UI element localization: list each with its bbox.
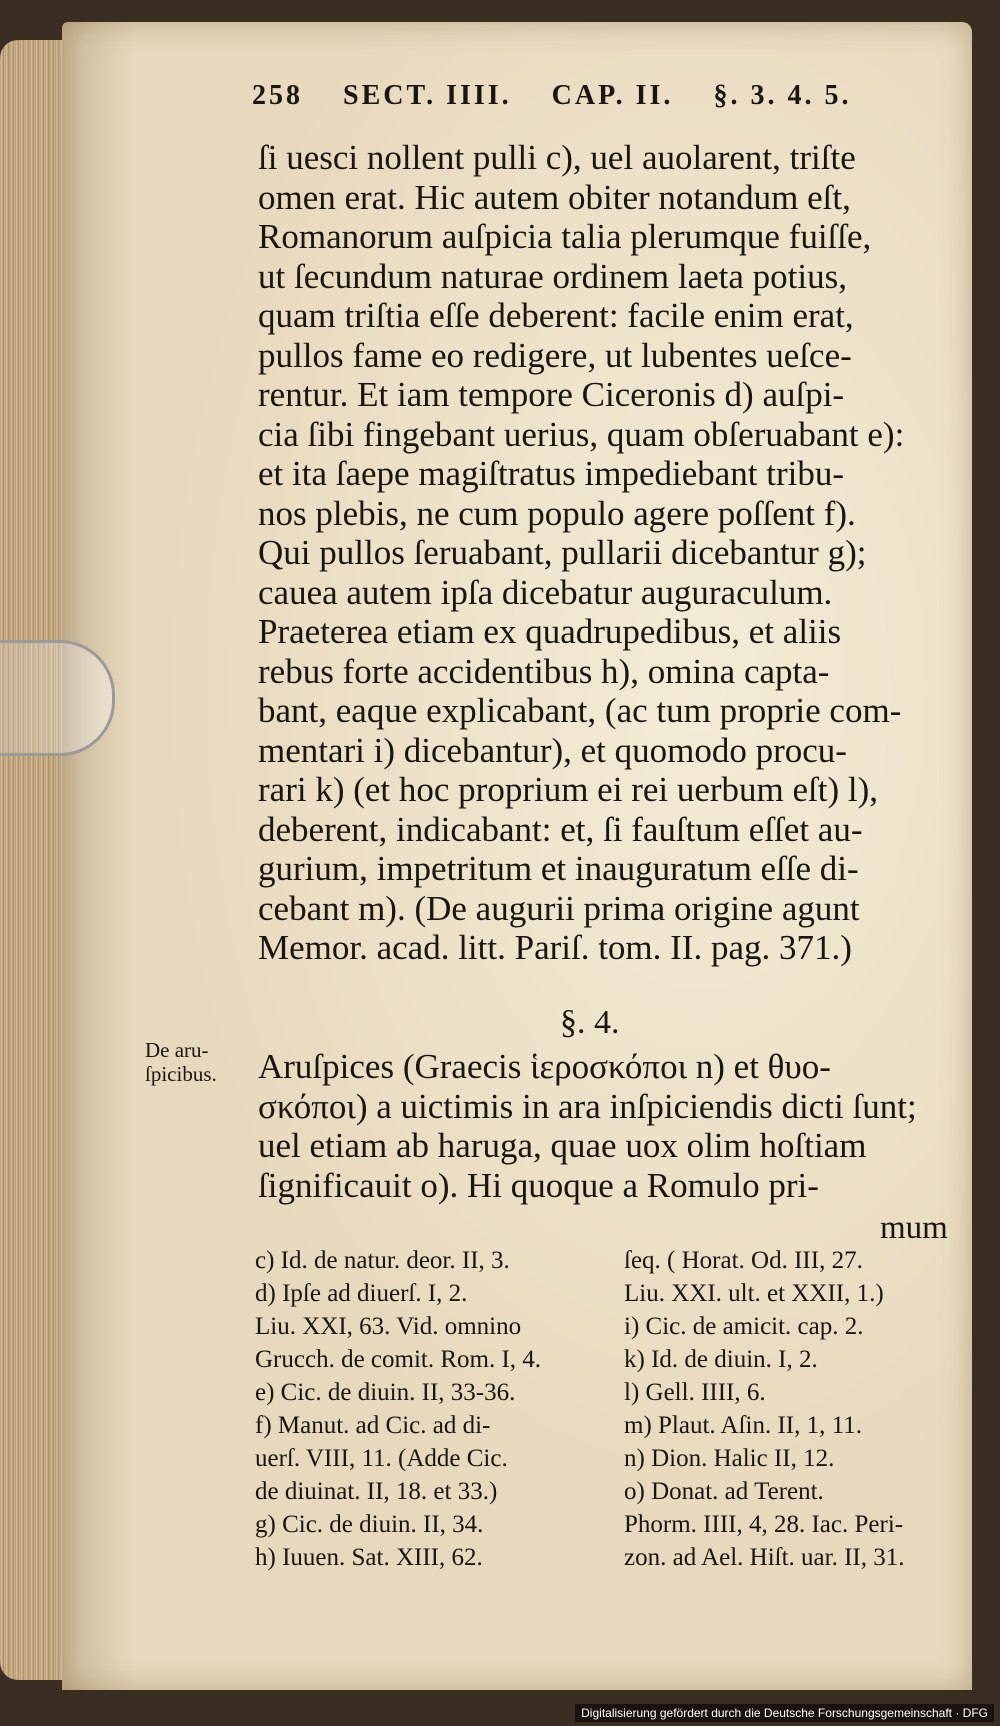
footnote: c) Id. de natur. deor. II, 3. bbox=[255, 1247, 510, 1274]
footnote: n) Dion. Halic II, 12. bbox=[624, 1445, 835, 1472]
text-line: gurium, impetritum et inauguratum eſſe di- bbox=[258, 849, 859, 888]
text-line: deberent, indicabant: et, ſi fauſtum eſſet au- bbox=[258, 809, 863, 849]
text-line: bant, eaque explicabant, (ac tum proprie com- bbox=[258, 691, 902, 730]
text-line: et ita ſaepe magiſtratus impediebant tribu- bbox=[258, 454, 845, 493]
paragraph-label: §. 3. 4. 5. bbox=[713, 80, 852, 111]
text-line: Romanorum auſpicia talia plerumque fuiſſe, bbox=[258, 217, 872, 256]
footnote: Liu. XXI, 63. Vid. omnino bbox=[255, 1313, 522, 1340]
text-line: Praeterea etiam ex quadrupedibus, et aliis bbox=[258, 612, 842, 651]
footnotes-right bbox=[624, 1244, 969, 1574]
text-line: σκόποι) a uictimis in ara inſpiciendis dicti ſunt; bbox=[258, 1086, 917, 1126]
footnote: ſeq. ( Horat. Od. III, 27. bbox=[624, 1247, 863, 1274]
catchword: mum bbox=[880, 1210, 948, 1246]
text-line: cebant m). (De augurii prima origine agunt bbox=[258, 888, 860, 928]
footnotes-left bbox=[255, 1244, 595, 1574]
text-line: ſi uesci nollent pulli c), uel auolarent, triſte bbox=[258, 138, 856, 177]
text-line: pullos fame eo redigere, ut lubentes ueſce- bbox=[258, 335, 852, 375]
text-line: rari k) (et hoc proprium ei rei uerbum eſt) l), bbox=[258, 770, 879, 809]
footnote: d) Ipſe ad diuerſ. I, 2. bbox=[255, 1280, 468, 1307]
footnote: f) Manut. ad Cic. ad di- bbox=[255, 1412, 491, 1439]
text-line: rentur. Et iam tempore Ciceronis d) auſpi- bbox=[258, 375, 845, 414]
footnote: Phorm. IIII, 4, 28. Iac. Peri- bbox=[624, 1511, 904, 1538]
text-line: cauea autem ipſa dicebatur auguraculum. bbox=[258, 572, 833, 612]
footnote: k) Id. de diuin. I, 2. bbox=[624, 1346, 818, 1373]
running-header bbox=[252, 80, 932, 112]
text-line: uel etiam ab haruga, quae uox olim hoſtiam bbox=[258, 1126, 867, 1165]
footnote: uerſ. VIII, 11. (Adde Cic. bbox=[255, 1445, 508, 1472]
footnote: m) Plaut. Aſin. II, 1, 11. bbox=[624, 1412, 862, 1439]
text-line: omen erat. Hic autem obiter notandum eſt, bbox=[258, 177, 851, 217]
footnote: h) Iuuen. Sat. XIII, 62. bbox=[255, 1544, 483, 1571]
text-line: ut ſecundum naturae ordinem laeta potius, bbox=[258, 256, 847, 296]
text-line: Aruſpices (Graecis ἱεροσκόποι n) et θυο- bbox=[258, 1047, 831, 1086]
page-clip bbox=[0, 640, 115, 756]
chapter-label: CAP. II. bbox=[551, 80, 674, 111]
text-line: mentari i) dicebantur), et quomodo procu- bbox=[258, 730, 847, 770]
text-line: Memor. acad. litt. Pariſ. tom. II. pag. 371.) bbox=[258, 928, 852, 967]
footnote: de diuinat. II, 18. et 33.) bbox=[255, 1478, 498, 1505]
footnote: o) Donat. ad Terent. bbox=[624, 1478, 824, 1505]
text-line: cia ſibi fingebant uerius, quam obſeruabant e): bbox=[258, 414, 905, 454]
page-number: 258 bbox=[252, 80, 303, 111]
footnote: i) Cic. de amicit. cap. 2. bbox=[624, 1313, 864, 1340]
footnote: Grucch. de comit. Rom. I, 4. bbox=[255, 1346, 542, 1373]
section-4-text bbox=[258, 1046, 958, 1204]
footnote: e) Cic. de diuin. II, 33-36. bbox=[255, 1379, 516, 1406]
footnote: Liu. XXI. ult. et XXII, 1.) bbox=[624, 1280, 884, 1307]
text-line: Qui pullos ſeruabant, pullarii dicebantur g); bbox=[258, 533, 867, 572]
footnote: zon. ad Ael. Hiſt. uar. II, 31. bbox=[624, 1544, 905, 1571]
main-text bbox=[258, 138, 958, 968]
digitization-credit: Digitalisierung gefördert durch die Deutsche Forschungsgemeinschaft · DFG bbox=[575, 1704, 994, 1722]
section-label: SECT. IIII. bbox=[343, 80, 512, 111]
text-line: quam triſtia eſſe deberent: facile enim erat, bbox=[258, 296, 854, 335]
margin-note: De aru-ſpicibus. bbox=[145, 1038, 217, 1086]
footnote: l) Gell. IIII, 6. bbox=[624, 1379, 766, 1406]
text-line: rebus forte accidentibus h), omina capta- bbox=[258, 651, 830, 691]
text-line: nos plebis, ne cum populo agere poſſent f). bbox=[258, 493, 856, 533]
section-mark: §. 4. bbox=[560, 1004, 620, 1041]
text-line: ſignificauit o). Hi quoque a Romulo pri- bbox=[258, 1165, 819, 1205]
footnote: g) Cic. de diuin. II, 34. bbox=[255, 1511, 484, 1538]
